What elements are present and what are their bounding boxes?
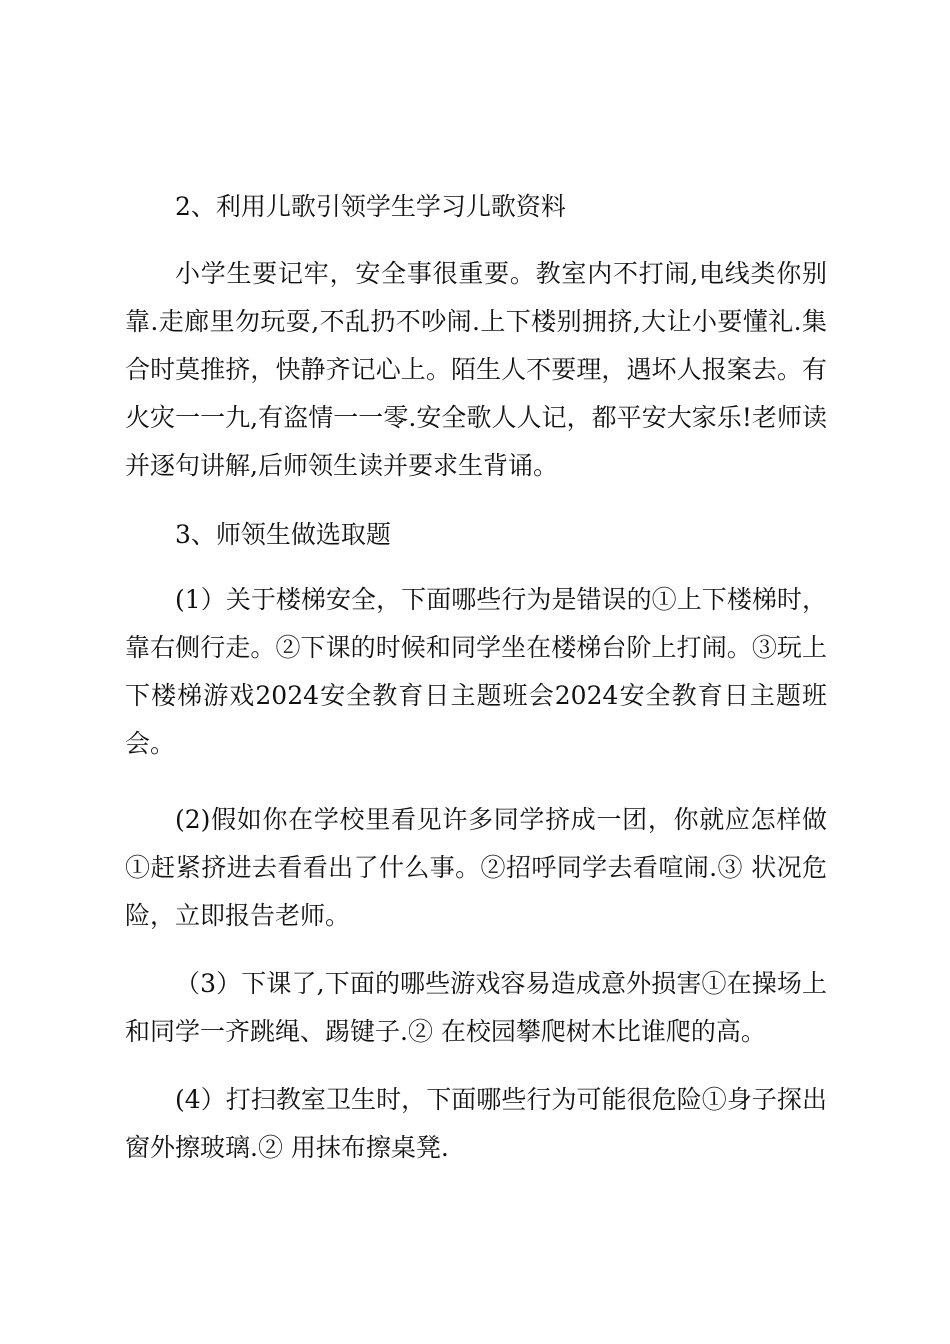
question-1: (1）关于楼梯安全，下面哪些行为是错误的①上下楼梯时，靠右侧行走。②下课的时候和同学坐在楼梯台阶上打闹。③玩上下楼梯游戏2024安全教育日主题班会2024安全教育日主题班会。 [125,585,827,758]
question-4: (4）打扫教室卫生时，下面哪些行为可能很危险①身子探出窗外擦玻璃.② 用抹布擦桌凳. [125,1085,827,1162]
question-2: (2)假如你在学校里看见许多同学挤成一团，你就应怎样做①赶紧挤进去看看出了什么事。②招呼同学去看喧闹.③ 状况危险，立即报告老师。 [125,805,827,930]
section-heading-3: 3、师领生做选取题 [175,520,391,549]
song-paragraph: 小学生要记牢，安全事很重要。教室内不打闹,电线类你别靠.走廊里勿玩耍,不乱扔不吵闹.上下楼别拥挤,大让小要懂礼.集合时莫推挤，快静齐记心上。陌生人不要理，遇坏人报案去。有火灾一一九,有盗情一一零.安全歌人人记，都平安大家乐!老师读并逐句讲解,后师领生读并要求生背诵。 [125,259,827,480]
section-heading-2: 2、利用儿歌引领学生学习儿歌资料 [175,192,566,221]
question-3: （3）下课了,下面的哪些游戏容易造成意外损害①在操场上和同学一齐跳绳、踢键子.② 在校园攀爬树木比谁爬的高。 [125,969,827,1046]
